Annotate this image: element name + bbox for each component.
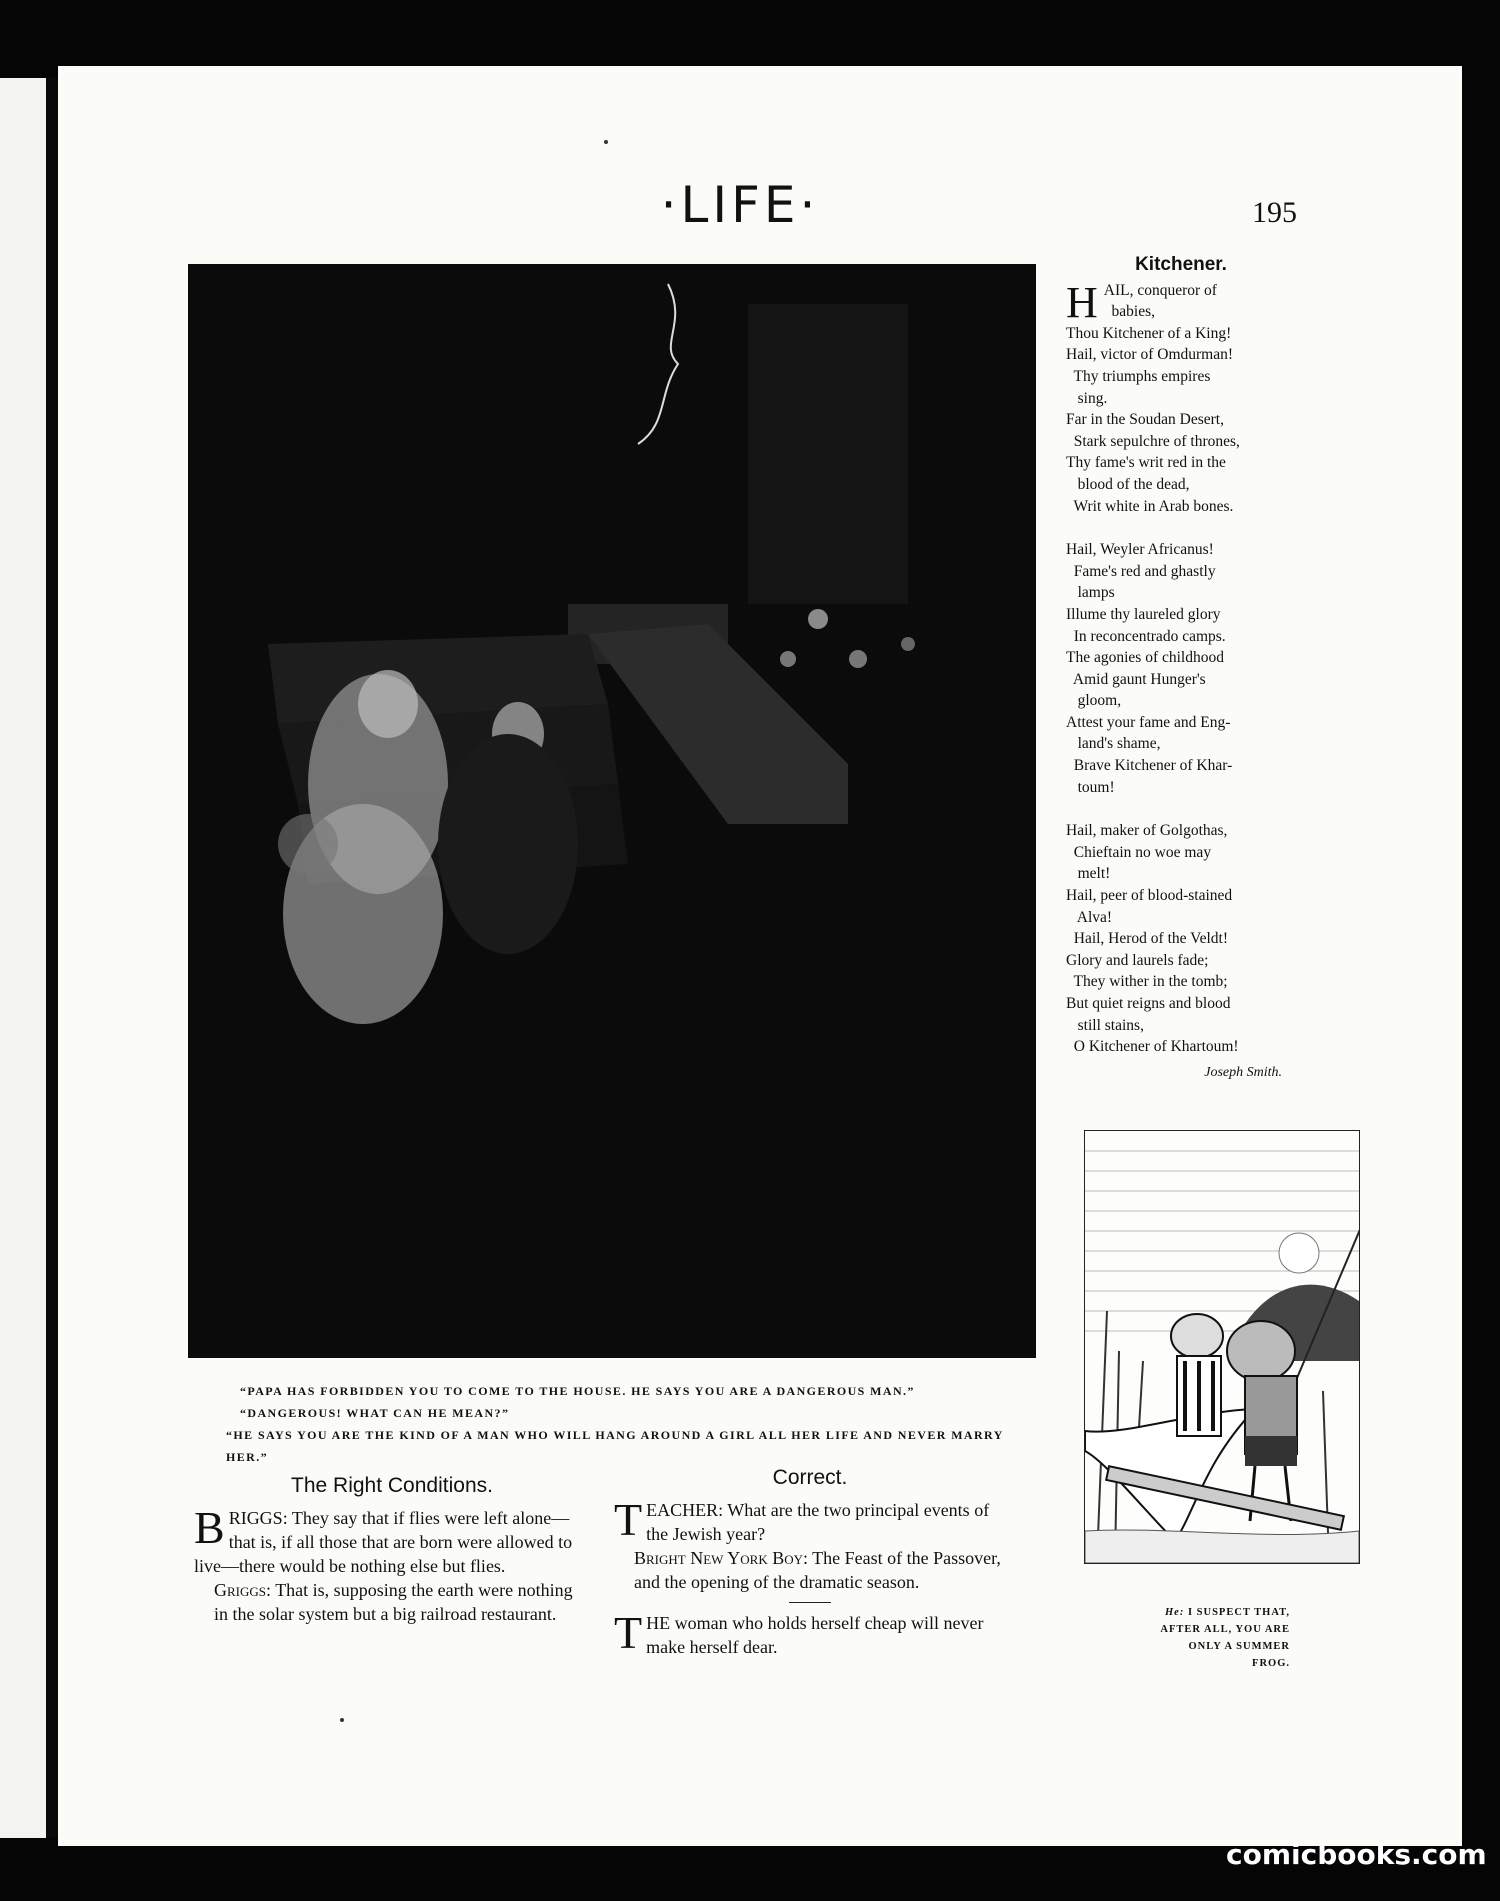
article-correct — [614, 1466, 1006, 1659]
poem-line: Writ white in Arab bones. — [1066, 497, 1234, 515]
article-title: The Right Conditions. — [291, 1474, 493, 1497]
illustration-caption — [226, 1380, 1036, 1468]
poem-line: Hail, victor of Omdurman! — [1066, 346, 1234, 364]
section-divider — [789, 1602, 831, 1603]
poem-line: babies, — [1103, 303, 1156, 321]
poem-line: They wither in the tomb; — [1066, 973, 1228, 991]
left-page-edge — [0, 78, 46, 1838]
poem-line: Brave Kitchener of Khar- — [1066, 757, 1233, 775]
poem-line: In reconcentrado camps. — [1066, 627, 1226, 645]
couple-scene-image — [188, 264, 1036, 1358]
masthead: ·LIFE· — [660, 176, 820, 234]
article-paragraph — [614, 1607, 1006, 1659]
poem-line: Hail, Weyler Africanus! — [1066, 541, 1214, 559]
poem-line: melt! — [1066, 865, 1111, 883]
poem-line: Alva! — [1066, 908, 1113, 926]
poem-line: Illume thy laureled glory — [1066, 605, 1221, 623]
poem-line: blood of the dead, — [1066, 475, 1190, 493]
poem-stanza — [1066, 277, 1296, 518]
poem-line: still stains, — [1066, 1016, 1144, 1034]
drop-cap: H — [1066, 277, 1098, 327]
poem-line: Hail, maker of Golgothas, — [1066, 822, 1228, 840]
speaker-name: Griggs — [214, 1580, 267, 1600]
paragraph-text: : That is, supposing the earth were nothing in the solar system but a big railroad restaurant. — [214, 1580, 573, 1624]
article-title: Correct. — [772, 1466, 848, 1489]
poem-line: Thy fame's writ red in the — [1066, 454, 1226, 472]
poem-line: sing. — [1066, 389, 1108, 407]
caption-line: “DANGEROUS! WHAT CAN HE MEAN?” — [240, 1406, 510, 1420]
paragraph-text: : The Feast of the Passover, and the opening of the dramatic season. — [634, 1548, 1001, 1592]
frog-cartoon — [1084, 1130, 1360, 1564]
caption-line: “PAPA HAS FORBIDDEN YOU TO COME TO THE HOUSE. HE SAYS YOU ARE A DANGEROUS MAN.” — [240, 1384, 915, 1398]
poem-line: O Kitchener of Khartoum! — [1066, 1038, 1239, 1056]
poem-line: The agonies of childhood — [1066, 649, 1224, 667]
poem-line: lamps — [1066, 584, 1115, 602]
article-right-conditions — [194, 1474, 590, 1626]
paragraph-text: HE woman who holds herself cheap will never make herself dear. — [646, 1613, 984, 1657]
article-paragraph — [194, 1578, 590, 1626]
poem-line: But quiet reigns and blood — [1066, 995, 1231, 1012]
cartoon-caption-text: I SUSPECT THAT, AFTER ALL, YOU ARE ONLY A SUMMER FROG. — [1160, 1607, 1290, 1669]
poem-line: Hail, Herod of the Veldt! — [1066, 930, 1228, 948]
page-gutter-shadow — [46, 78, 58, 1838]
drop-cap: T — [614, 1494, 643, 1545]
poem-signature: Joseph Smith. — [1204, 1064, 1282, 1080]
frog-cartoon-image — [1085, 1131, 1359, 1563]
watermark: comicbooks.com — [1226, 1838, 1487, 1871]
poem-line: AIL, conqueror of — [1103, 281, 1217, 299]
poem-stanza — [1066, 539, 1296, 798]
poem-line: toum! — [1066, 778, 1115, 796]
main-illustration — [188, 264, 1036, 1358]
page-number: 195 — [1252, 196, 1297, 229]
poem-line: Attest your fame and Eng- — [1066, 713, 1231, 731]
article-paragraph — [614, 1494, 1006, 1546]
paragraph-text: EACHER: What are the two principal events of the Jewish year? — [646, 1500, 990, 1544]
cartoon-speaker: He: — [1165, 1607, 1185, 1618]
poem-line: Chieftain no woe may — [1066, 843, 1212, 861]
print-speck — [340, 1718, 344, 1722]
poem-line: Fame's red and ghastly — [1066, 562, 1216, 580]
caption-line: “HE SAYS YOU ARE THE KIND OF A MAN WHO WILL HANG AROUND A GIRL ALL HER LIFE AND NEVER MARRY HER.” — [226, 1428, 1004, 1464]
paragraph-text: RIGGS: They say that if flies were left alone—that is, if all those that are born were allowed to live—there would be nothing else but flies. — [194, 1508, 573, 1576]
article-paragraph — [194, 1502, 590, 1578]
drop-cap: T — [614, 1607, 643, 1658]
poem-line: gloom, — [1066, 692, 1122, 710]
poem-line: Glory and laurels fade; — [1066, 951, 1209, 969]
poem-line: Stark sepulchre of thrones, — [1066, 432, 1240, 450]
poem-line: Thou Kitchener of a King! — [1066, 324, 1232, 342]
article-paragraph — [614, 1546, 1006, 1594]
poem-line: Hail, peer of blood-stained — [1066, 887, 1233, 905]
speaker-name: Bright New York Boy — [634, 1548, 803, 1568]
cartoon-caption — [1160, 1604, 1290, 1672]
poem-title: Kitchener. — [1135, 254, 1227, 275]
drop-cap: B — [194, 1502, 225, 1553]
poem-line: Far in the Soudan Desert, — [1066, 411, 1224, 429]
poem-line: land's shame, — [1066, 735, 1161, 753]
print-speck — [604, 140, 608, 144]
poem-line: Amid gaunt Hunger's — [1066, 670, 1206, 688]
poem-kitchener — [1066, 254, 1296, 1105]
poem-stanza — [1066, 820, 1296, 1083]
poem-line: Thy triumphs empires — [1066, 367, 1211, 385]
